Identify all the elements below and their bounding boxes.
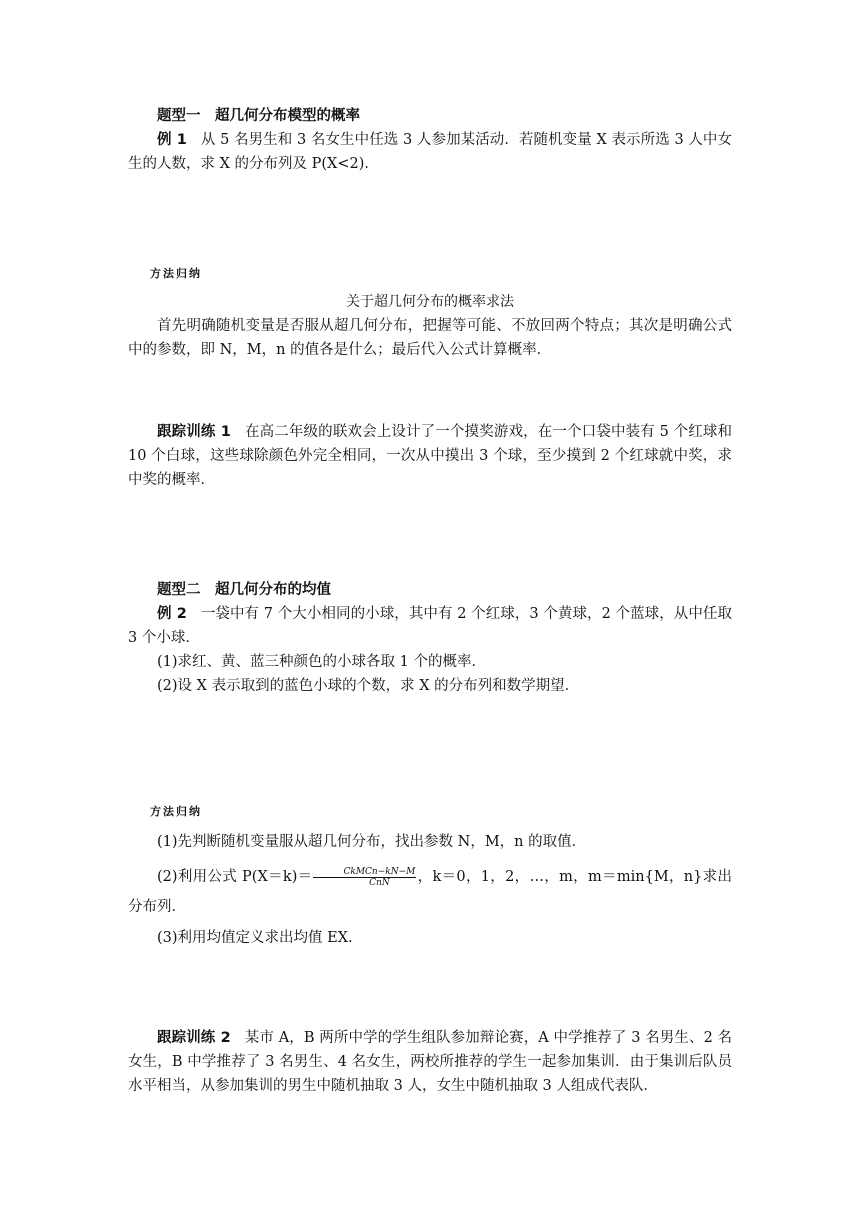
example-1-text: 从 5 名男生和 3 名女生中任选 3 人参加某活动．若随机变量 X 表示所选 3 人中女生的人数，求 X 的分布列及 P(X<2)． (128, 132, 732, 172)
method-2-item-1: (1)先判断随机变量服从超几何分布，找出参数 N，M，n 的取值． (157, 834, 587, 850)
formula-prefix: (2)利用公式 P(X＝k)＝ (157, 869, 313, 885)
method-summary-2 (128, 800, 732, 950)
training-2-label: 跟踪训练 2 (157, 1030, 231, 1046)
example-2-question-1: (1)求红、黄、蓝三种颜色的小球各取 1 个的概率． (157, 654, 486, 670)
formula-suffix: ，k＝0，1，2，…，m，m＝min{M，n}求出分布列． (128, 869, 732, 915)
example-1-label: 例 1 (157, 132, 187, 148)
fraction-denominator: CnN (369, 877, 390, 888)
training-2-text: 某市 A，B 两所中学的学生组队参加辩论赛，A 中学推荐了 3 名男生、2 名女生，B 中学推荐了 3 名男生、4 名女生，两校所推荐的学生一起参加集训．由于集训后队员水平相当，从参加集训的男生中随机抽取 3 人，女生中随机抽取 3 人组成代表队． (128, 1030, 733, 1094)
example-2-text: 一袋中有 7 个大小相同的小球，其中有 2 个红球，3 个黄球，2 个蓝球，从中任取 3 个小球． (128, 606, 732, 646)
section-2 (128, 578, 732, 698)
method-summary-1 (128, 262, 732, 362)
training-1-text: 在高二年级的联欢会上设计了一个摸奖游戏，在一个口袋中装有 5 个红球和 10 个白球，这些球除颜色外完全相同，一次从中摸出 3 个球，至少摸到 2 个红球就中奖，求中奖的概率． (128, 424, 732, 488)
method-tag-2: 方法归纳 (150, 805, 202, 818)
fraction-numerator: CkMCn−kN−M (313, 867, 416, 878)
method-tag-1: 方法归纳 (150, 267, 202, 280)
example-2-label: 例 2 (157, 606, 187, 622)
example-1 (128, 128, 732, 176)
training-1 (128, 420, 732, 492)
example-2 (128, 602, 732, 650)
training-2 (128, 1026, 732, 1098)
training-1-label: 跟踪训练 1 (157, 424, 231, 440)
method-2-item-2 (128, 862, 732, 922)
section-1 (128, 104, 732, 176)
method-2-item-3: (3)利用均值定义求出均值 EX. (157, 930, 353, 946)
hypergeometric-fraction (313, 867, 416, 888)
example-2-question-2: (2)设 X 表示取到的蓝色小球的个数，求 X 的分布列和数学期望． (157, 678, 580, 694)
method-1-title: 关于超几何分布的概率求法 (346, 294, 514, 310)
method-1-text: 首先明确随机变量是否服从超几何分布，把握等可能、不放回两个特点；其次是明确公式中的参数，即 N，M，n 的值各是什么；最后代入公式计算概率． (128, 318, 732, 358)
section-1-heading: 题型一 超几何分布模型的概率 (157, 108, 360, 124)
section-2-heading: 题型二 超几何分布的均值 (157, 582, 331, 598)
